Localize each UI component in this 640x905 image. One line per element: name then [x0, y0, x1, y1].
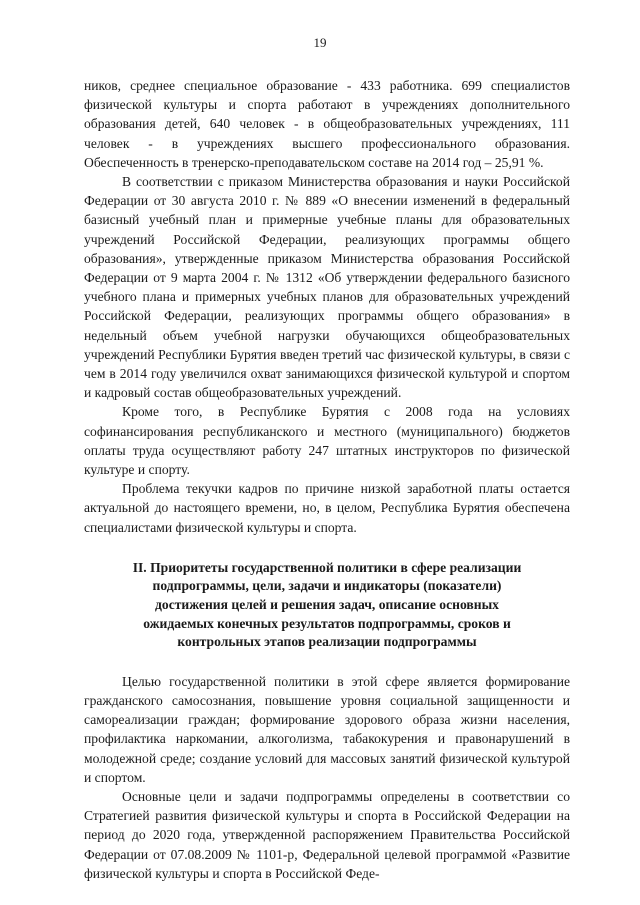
section-heading-line-2: подпрограммы, цели, задачи и индикаторы (показатели)	[152, 578, 502, 594]
paragraph-instructors: Кроме того, в Республике Бурятия с 2008 года на условиях софинансирования республиканского и местного (муниципального) бюджетов оплаты труда осуществляют работу 247 штатных инструкторов по физической культуре и спорту.	[84, 404, 570, 478]
section-heading	[84, 559, 570, 652]
paragraph-staff-statistics: ников, среднее специальное образование - 433 работника. 699 специалистов физической культуры и спорта работают в учреждениях дополнительного образования детей, 640 человек - в общеобразовательных учреждениях, 111 человек - в учреждениях высшего профессионального образования. Обеспеченность в тренерско-преподавательском составе на 2014 год – 25,91 %.	[84, 78, 570, 170]
section-heading-text	[84, 559, 570, 652]
section-heading-line-5: контрольных этапов реализации подпрограммы	[177, 634, 477, 650]
section-heading-line-4: ожидаемых конечных результатов подпрограммы, сроков и	[143, 615, 511, 631]
section-heading-line-1: II. Приоритеты государственной политики в сфере реализации	[132, 559, 522, 575]
section-heading-line-3: достижения целей и решения задач, описание основных	[155, 597, 499, 613]
page-number: 19	[313, 35, 327, 50]
paragraph-main-goals: Основные цели и задачи подпрограммы определены в соответствии со Стратегией развития физической культуры и спорта в Российской Федерации на период до 2020 года, утвержденной распоряжением Правительства Российской Федерации от 07.08.2009 № 1101-р, Федеральной целевой программой «Развитие физической культуры и спорта в Российской Феде-	[84, 789, 570, 881]
paragraph-staff-turnover: Проблема текучки кадров по причине низкой заработной платы остается актуальной до настоящего времени, но, в целом, Республика Бурятия обеспечена специалистами физической культуры и спорта.	[84, 481, 570, 535]
page-content	[84, 76, 570, 883]
paragraph-ministry-order: В соответствии с приказом Министерства образования и науки Российской Федерации от 30 августа 2010 г. № 889 «О внесении изменений в федеральный базисный учебный план и примерные учебные планы для образовательных учреждений Российской Федерации, реализующих программы общего образования», утвержденные приказом Министерства образования Российской Федерации от 9 марта 2004 г. № 1312 «Об утверждении федерального базисного учебного плана и примерных учебных планов для образовательных учреждений Российской Федерации, реализующих программы общего образования» в недельный объем учебной нагрузки обучающихся общеобразовательных учреждений Республики Бурятия введен третий час физической культуры, в связи с чем в 2014 году увеличился охват занимающихся физической культурой и спортом и кадровый состав общеобразовательных учреждений.	[84, 174, 570, 401]
paragraph-policy-goal: Целью государственной политики в этой сфере является формирование гражданского самосознания, повышение уровня социальной защищенности и самореализации граждан; формирование здорового образа жизни населения, профилактика наркомании, алкоголизма, табакокурения и правонарушений в молодежной среде; создание условий для массовых занятий физической культурой и спортом.	[84, 673, 570, 785]
